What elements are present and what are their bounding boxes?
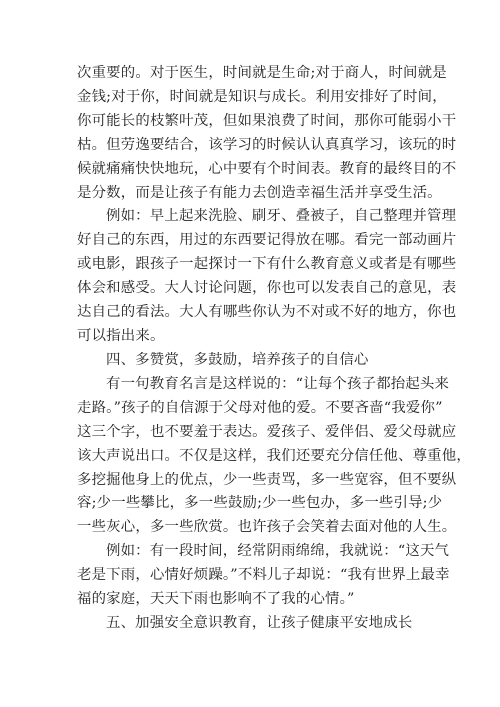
body-text-line: 可以指出来。 — [77, 328, 165, 344]
body-text-line: 好自己的东西，用过的东西要记得放在哪。看完一部动画片 — [77, 232, 457, 248]
section-heading: 四、多赞赏，多鼓励，培养孩子的自信心 — [106, 352, 369, 368]
body-text-line: 有一句教育名言是这样说的：“让每个孩子都抬起头来 — [106, 376, 450, 392]
body-text-line: 你可能长的枝繁叶茂，但如果浪费了时间，那你可能弱小干 — [77, 113, 457, 129]
body-text-line: 例如：早上起来洗脸、刷牙、叠被子，自己整理并管理 — [106, 208, 457, 224]
body-text-line: 体会和感受。大人讨论问题，你也可以发表自己的意见，表 — [77, 280, 457, 296]
body-text-line: 枯。但劳逸要结合，该学习的时候认认真真学习，该玩的时 — [77, 137, 457, 153]
body-text-line: 达自己的看法。大人有哪些你认为不对或不好的地方，你也 — [77, 304, 457, 320]
body-text-line: 候就痛痛快快地玩，心中要有个时间表。教育的最终目的不 — [77, 161, 457, 177]
body-text-line: 次重要的。对于医生，时间就是生命;对于商人，时间就是 — [77, 65, 447, 81]
body-text-line: 或电影，跟孩子一起探讨一下有什么教育意义或者是有哪些 — [77, 256, 457, 272]
body-text-line: 走路。”孩子的自信源于父母对他的爱。不要吝啬“我爱你” — [77, 400, 443, 416]
body-text-line: 福的家庭，天天下雨也影响不了我的心情。” — [77, 591, 355, 607]
body-text-line: 是分数，而是让孩子有能力去创造幸福生活并享受生活。 — [77, 185, 442, 201]
body-text-line: 老是下雨，心情好烦躁。”不料儿子却说：“我有世界上最幸 — [77, 567, 450, 583]
body-text-line: 金钱;对于你，时间就是知识与成长。利用安排好了时间， — [77, 89, 447, 105]
body-text-line: 一些灰心，多一些欣赏。也许孩子会笑着去面对他的人生。 — [77, 519, 457, 535]
body-text-line: 容;少一些攀比，多一些鼓励;少一些包办，多一些引导;少 — [77, 495, 443, 511]
body-text-line: 多挖掘他身上的优点，少一些责骂，多一些宽容，但不要纵 — [77, 472, 457, 488]
body-text-line: 例如：有一段时间，经常阴雨绵绵，我就说：“这天气 — [106, 543, 450, 559]
body-text-line: 这三个字，也不要羞于表达。爱孩子、爱伴侣、爱父母就应 — [77, 424, 457, 440]
section-heading: 五、加强安全意识教育，让孩子健康平安地成长 — [106, 615, 413, 631]
body-text-line: 该大声说出口。不仅是这样，我们还要充分信任他、尊重他， — [77, 448, 471, 464]
